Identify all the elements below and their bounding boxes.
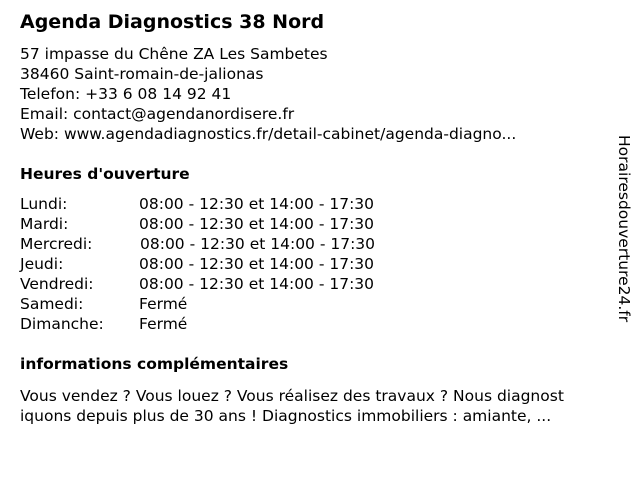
web-line: Web: www.agendadiagnostics.fr/detail-cabinet/agenda-diagno... xyxy=(20,125,517,143)
email-line: Email: contact@agendanordisere.fr xyxy=(20,105,295,123)
day-hours: 08:00 - 12:30 et 14:00 - 17:30 xyxy=(139,255,375,273)
hours-table xyxy=(20,194,580,334)
info-text xyxy=(20,386,635,426)
day-label: Mardi: xyxy=(20,215,69,233)
hours-row-monday xyxy=(20,194,580,214)
day-label: Lundi: xyxy=(20,195,68,213)
hours-heading: Heures d'ouverture xyxy=(20,165,190,183)
day-label: Dimanche: xyxy=(20,315,104,333)
day-hours: 08:00 - 12:30 et 14:00 - 17:30 xyxy=(139,195,375,213)
phone-line: Telefon: +33 6 08 14 92 41 xyxy=(20,85,232,103)
day-label: Samedi: xyxy=(20,295,84,313)
day-hours: 08:00 - 12:30 et 14:00 - 17:30 xyxy=(139,215,375,233)
day-hours: Fermé xyxy=(139,295,188,313)
info-heading: informations complémentaires xyxy=(20,355,289,373)
watermark-text: Horairesdouverture24.fr xyxy=(615,135,633,323)
business-name: Agenda Diagnostics 38 Nord xyxy=(20,11,325,33)
hours-row-tuesday xyxy=(20,214,580,234)
day-label: Jeudi: xyxy=(20,255,64,273)
address-street: 57 impasse du Chêne ZA Les Sambetes xyxy=(20,45,328,63)
site-watermark xyxy=(612,135,636,345)
info-line-2: iquons depuis plus de 30 ans ! Diagnostics immobiliers : amiante, ... xyxy=(20,407,552,425)
hours-row-saturday xyxy=(20,294,580,314)
hours-row-sunday xyxy=(20,314,580,334)
contact-block xyxy=(20,44,516,144)
day-label: Mercredi: xyxy=(20,235,93,253)
hours-row-friday xyxy=(20,274,580,294)
hours-row-wednesday xyxy=(20,234,580,254)
info-line-1: Vous vendez ? Vous louez ? Vous réalisez des travaux ? Nous diagnost xyxy=(20,387,564,405)
day-hours: 08:00 - 12:30 et 14:00 - 17:30 xyxy=(140,235,376,253)
day-hours: 08:00 - 12:30 et 14:00 - 17:30 xyxy=(139,275,375,293)
hours-row-thursday xyxy=(20,254,580,274)
day-hours: Fermé xyxy=(139,315,188,333)
address-city: 38460 Saint-romain-de-jalionas xyxy=(20,65,264,83)
day-label: Vendredi: xyxy=(20,275,94,293)
